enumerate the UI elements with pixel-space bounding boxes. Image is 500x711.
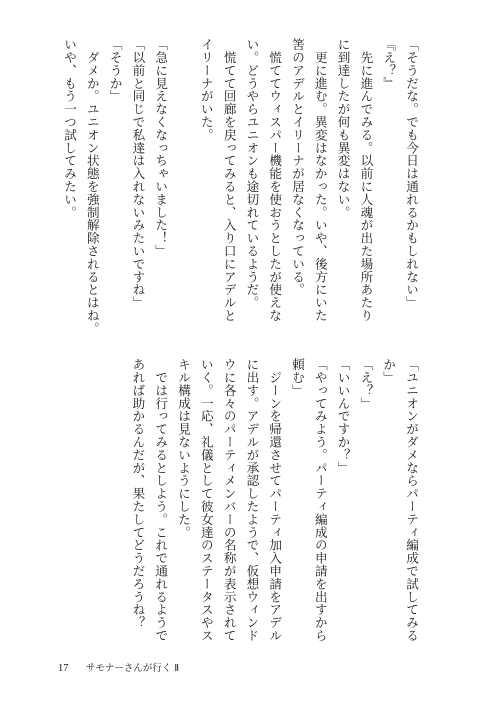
text-line: 筈のアデルとイリーナが居なくなっている。	[290, 38, 306, 296]
text-line: いく。一応、礼儀として彼女達のステータスやス	[198, 358, 214, 642]
body-text-bottom	[130, 358, 422, 658]
text-line: に出す。アデルが承認したようで、仮想ウィンド	[244, 358, 260, 642]
text-line: ダメか。ユニオン状態を強制解除されるとはね。	[84, 38, 100, 335]
text-line: 「急に見えなくなっちゃいました！」	[153, 38, 169, 258]
text-line: ジーンを帰還させてパーティ加入申請をアデル	[267, 358, 283, 642]
text-line: 頼む」	[290, 358, 306, 397]
text-line: 慌ててウィスパー機能を使おうとしたが使えな	[267, 38, 283, 322]
text-line: では行ってみるとしよう。これで通れるようで	[153, 358, 169, 642]
text-line: 「やってみよう。パーティ編成の申請を出すから	[312, 358, 328, 642]
text-line: 先に進んでみる。以前に人魂が出た場所あたり	[358, 38, 374, 322]
book-title: サモナーさんが行く Ⅱ	[85, 663, 180, 674]
page-footer	[58, 661, 179, 676]
text-line: 「え？」	[358, 358, 374, 410]
text-line: 「そうだな。でも今日は通れるかもしれない」	[404, 38, 419, 309]
text-line: 「ユニオンがダメならパーティ編成で試してみる	[404, 358, 419, 642]
text-line: い。どうやらユニオンも途切れているようだ。	[244, 38, 260, 309]
text-line: 「いいんですか？」	[335, 358, 351, 475]
text-line: 「以前と同じで私達は入れないみたいですね」	[130, 38, 146, 309]
text-line: 慌てて回廊を戻ってみると、入り口にアデルと	[221, 38, 237, 322]
body-text-top	[62, 38, 422, 338]
text-line: キル構成は見ないようにした。	[176, 358, 192, 539]
text-line: ウに各々のパーティメンバーの名称が表示されて	[221, 358, 237, 642]
text-line: あれば助かるんだが、果たしてどうだろうね？	[130, 358, 146, 629]
text-line: イリーナがいた。	[198, 38, 214, 142]
text-line: 更に進む。異変はなかった。いや、後方にいた	[312, 38, 328, 322]
text-line: いや、もう一つ試してみたい。	[62, 38, 78, 219]
text-line: 『え？』	[381, 38, 397, 90]
text-line: 「そうか」	[107, 38, 123, 103]
page-number: 17	[58, 663, 69, 674]
blank-line	[171, 38, 194, 338]
text-line: か」	[381, 358, 397, 384]
text-line: に到達したが何も異変はない。	[335, 38, 351, 219]
